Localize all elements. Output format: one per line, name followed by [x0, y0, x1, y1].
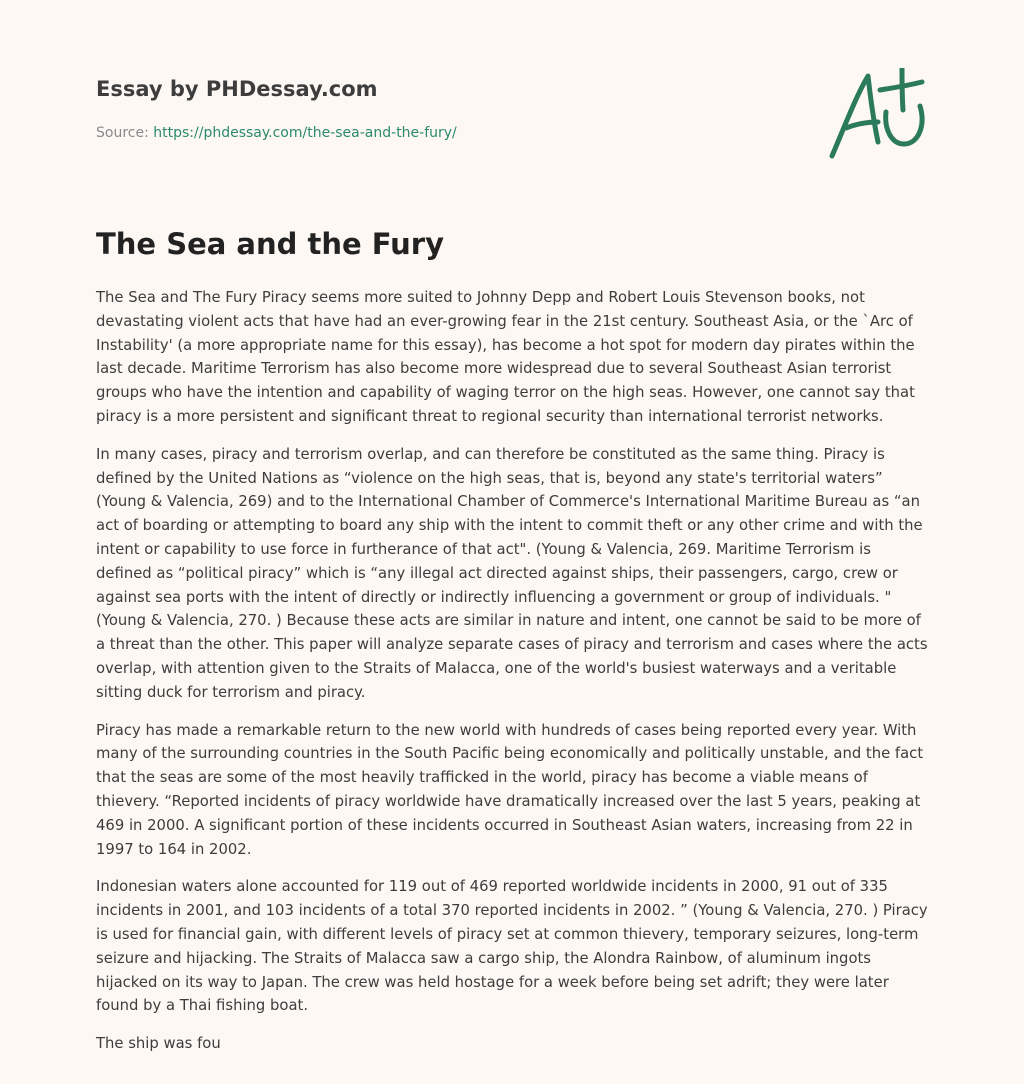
- essay-paragraph: The ship was fou: [96, 1035, 221, 1053]
- essay-paragraph: Piracy has made a remarkable return to the new world with hundreds of cases being reported every year. With many of the surrounding countries in the South Pacific being economically and politically unstable, and the fact that the seas are some of the most heavily trafficked in the world, piracy has become a viable means of thievery. “Reported incidents of piracy worldwide have dramatically increased over the last 5 years, peaking at 469 in 2000. A significant portion of these incidents occurred in Southeast Asian waters, increasing from 22 in 1997 to 164 in 2002.: [96, 721, 924, 858]
- page-header: [96, 74, 928, 174]
- source-label: Source:: [96, 125, 154, 141]
- source-link[interactable]: https://phdessay.com/the-sea-and-the-fury/: [153, 125, 457, 141]
- essay-paragraph: In many cases, piracy and terrorism overlap, and can therefore be constituted as the same thing. Piracy is defined by the United Nations as “violence on the high seas, that is, beyond any state's territorial waters” (Young & Valencia, 269) and to the International Chamber of Commerce's International Maritime Bureau as “an act of boarding or attempting to board any ship with the intent to commit theft or any other crime and with the intent or capability to use force in furtherance of that act". (Young & Valencia, 269. Maritime Terrorism is defined as “political piracy” which is “any illegal act directed against ships, their passengers, cargo, crew or against sea ports with the intent of directly or indirectly influencing a government or group of individuals. " (Young & Valencia, 270. ) Because these acts are similar in nature and intent, one cannot be said to be more of a threat than the other. This paper will analyze separate cases of piracy and terrorism and cases where the acts overlap, with attention given to the Straits of Malacca, one of the world's busiest waterways and a veritable sitting duck for terrorism and piracy.: [96, 445, 928, 701]
- essay-body: [96, 286, 928, 1070]
- essay-title: The Sea and the Fury: [96, 227, 444, 261]
- essay-paragraph: The Sea and The Fury Piracy seems more suited to Johnny Depp and Robert Louis Stevenson books, not devastating violent acts that have had an ever-growing fear in the 21st century. Southeast Asia, or the `Arc of Instability' (a more appropriate name for this essay), has become a hot spot for modern day pirates within the last decade. Maritime Terrorism has also become more widespread due to several Southeast Asian terrorist groups who have the intention and capability of waging terror on the high seas. However, one cannot say that piracy is a more persistent and significant threat to regional security than international terrorist networks.: [96, 289, 915, 425]
- source-line: [96, 123, 457, 143]
- a-plus-logo-icon: [826, 68, 928, 164]
- site-brand: Essay by PHDessay.com: [96, 77, 378, 101]
- essay-paragraph: Indonesian waters alone accounted for 119 out of 469 reported worldwide incidents in 2000, 91 out of 335 incidents in 2001, and 103 incidents of a total 370 reported incidents in 2002. ” (Young & Valencia, 270. ) Piracy is used for financial gain, with different levels of piracy set at common thievery, temporary seizures, long-term seizure and hijacking. The Straits of Malacca saw a cargo ship, the Alondra Rainbow, of aluminum ingots hijacked on its way to Japan. The crew was held hostage for a week before being set adrift; they were later found by a Thai fishing boat.: [96, 878, 928, 1015]
